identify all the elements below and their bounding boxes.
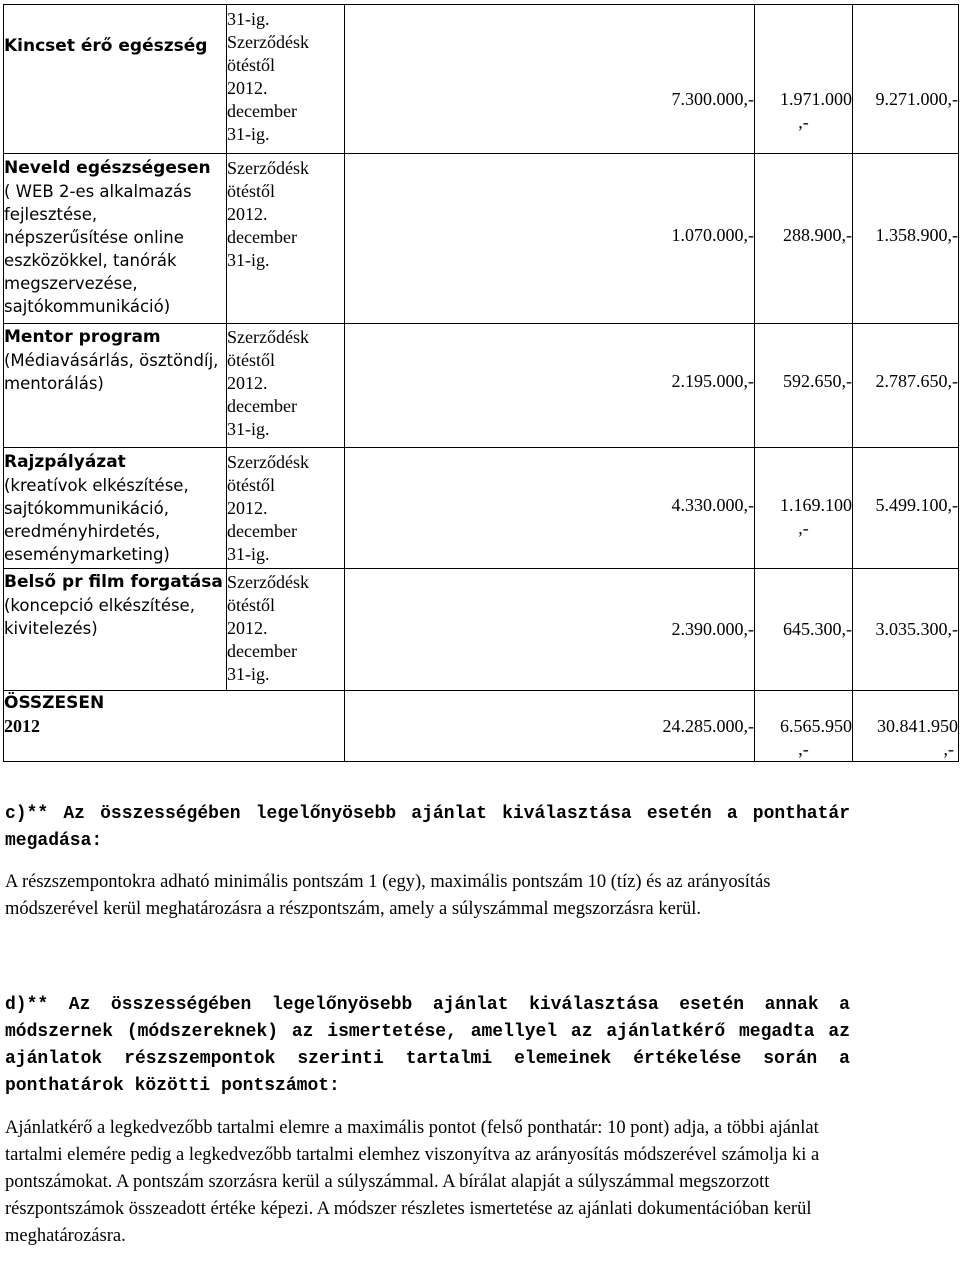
period-line: 31-ig. [227,250,270,270]
period-line: 2012. [227,498,268,518]
section-c-heading: c)** Az összességében legelőnyösebb ajánlat kiválasztása esetén a ponthatár megadása: [5,804,850,851]
activity-cell [4,5,227,154]
table-row [4,569,959,691]
activity-cell [4,324,227,448]
period-line: 31-ig. [227,9,270,29]
section-d-body: Ajánlatkérő a legkedvezőbb tartalmi elemre a maximális pontot (felső ponthatár: 10 pont) adja, a többi ajánlat tartalmi elemére pedig a legkedvezőbb tartalmi elemhez viszonyítva az arányosítás módszerével számolja ki a pontszámokat. A pontszám szorzásra kerül a súlyszámmal. A bírálat alapját a súlyszámmal megszorzott részpontszámok összeadott értéke képezi. A módszer részletes ismertetése az ajánlati dokumentációban kerül meghatározásra. [5,1118,820,1246]
period-cell [227,324,345,448]
gross-amount: 9.271.000,- [875,89,958,109]
period-cell [227,5,345,154]
activity-title: Belső pr film forgatása [4,572,223,592]
gross-cell [853,569,959,691]
activity-cell [4,448,227,569]
vat-cell [755,5,853,154]
period-line: ötéstől [227,55,275,75]
gross-amount: 5.499.100,- [875,495,958,515]
table-row [4,448,959,569]
vat-amount: 1.971.000 [780,89,852,109]
period-line: 2012. [227,618,268,638]
gross-suffix: ,- [943,739,954,759]
activity-cell [4,569,227,691]
net-cell [345,448,755,569]
period-line: december [227,227,297,247]
vat-amount: 592.650,- [783,371,852,391]
period-line: december [227,396,297,416]
gross-cell [853,448,959,569]
vat-cell [755,154,853,324]
gross-cell [853,324,959,448]
vat-suffix: ,- [798,112,809,132]
table-row [4,154,959,324]
total-row [4,691,959,762]
vat-amount: 645.300,- [783,619,852,639]
net-amount: 24.285.000,- [662,716,754,736]
net-amount: 1.070.000,- [671,225,754,245]
section-d-heading: d)** Az összességében legelőnyösebb ajánlat kiválasztása esetén annak a módszernek (módszereknek) az ismertetése, amellyel az ajánlatkérő megadta az ajánlatok részszempontok szerinti tartalmi elemeinek értékelése során a ponthatárok közötti pontszámot: [5,995,850,1096]
net-amount: 4.330.000,- [671,495,754,515]
vat-amount: 6.565.950 [780,716,852,736]
period-line: 31-ig. [227,124,270,144]
vat-amount: 1.169.100 [780,495,852,515]
total-label-cell [4,691,345,762]
net-cell [345,5,755,154]
period-line: 31-ig. [227,544,270,564]
period-line: december [227,101,297,121]
activity-description: (kreatívok elkészítése, sajtókommunikáció, eredményhirdetés, eseménymarketing) [4,476,189,564]
total-year: 2012 [4,716,40,736]
net-cell [345,324,755,448]
vat-suffix: ,- [798,518,809,538]
period-line: Szerződésk [227,327,309,347]
period-line: Szerződésk [227,158,309,178]
activity-description: (Médiavásárlás, ösztöndíj, mentorálás) [4,351,219,393]
table-row [4,324,959,448]
period-line: Szerződésk [227,572,309,592]
gross-cell [853,154,959,324]
period-line: Szerződésk [227,452,309,472]
activity-title: Rajzpályázat [4,452,126,472]
net-cell [345,154,755,324]
period-line: ötéstől [227,350,275,370]
period-line: ötéstől [227,181,275,201]
net-amount: 2.390.000,- [671,619,754,639]
vat-amount: 288.900,- [783,225,852,245]
gross-amount: 30.841.950 [877,716,958,736]
period-line: 2012. [227,373,268,393]
period-cell [227,569,345,691]
activity-description: (koncepció elkészítése, kivitelezés) [4,596,195,638]
gross-cell [853,5,959,154]
period-line: 31-ig. [227,664,270,684]
activity-title: Kincset érő egészség [4,36,208,56]
table-row [4,5,959,154]
period-cell [227,154,345,324]
period-cell [227,448,345,569]
period-line: ötéstől [227,595,275,615]
activity-title: Mentor program [4,327,161,347]
gross-amount: 2.787.650,- [875,371,958,391]
period-line: ötéstől [227,475,275,495]
gross-amount: 3.035.300,- [875,619,958,639]
section-c-body: A részszempontokra adható minimális pontszám 1 (egy), maximális pontszám 10 (tíz) és az arányosítás módszerével kerül meghatározásra a részpontszám, amely a súlyszámmal megszorzásra kerül. [5,872,771,919]
period-line: 2012. [227,78,268,98]
gross-cell [853,691,959,762]
vat-cell [755,569,853,691]
vat-cell [755,448,853,569]
activity-title: Neveld egészségesen [4,158,211,178]
vat-suffix: ,- [798,739,809,759]
vat-cell [755,324,853,448]
period-line: Szerződésk [227,32,309,52]
budget-table [3,4,959,762]
net-amount: 7.300.000,- [671,89,754,109]
activity-cell [4,154,227,324]
net-cell [345,691,755,762]
total-label: ÖSSZESEN [4,693,105,713]
vat-cell [755,691,853,762]
gross-amount: 1.358.900,- [875,225,958,245]
period-line: december [227,521,297,541]
net-amount: 2.195.000,- [671,371,754,391]
activity-description: ( WEB 2-es alkalmazás fejlesztése, népszerűsítése online eszközökkel, tanórák megszervezése, sajtókommunikáció) [4,182,192,316]
period-line: 2012. [227,204,268,224]
period-line: december [227,641,297,661]
net-cell [345,569,755,691]
period-line: 31-ig. [227,419,270,439]
